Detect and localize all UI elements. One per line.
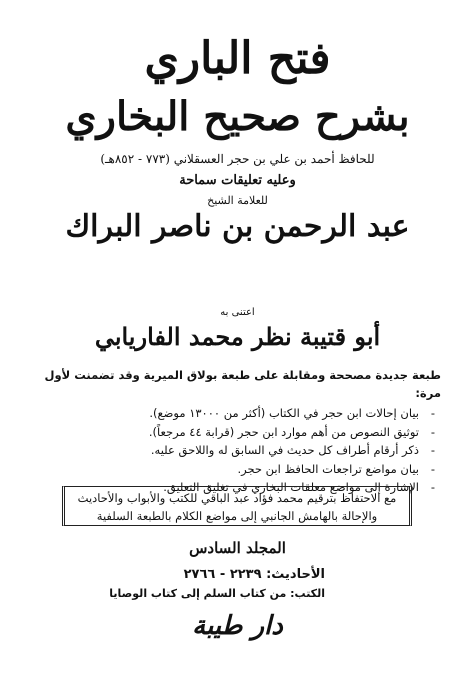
feature-item: - بيان إحالات ابن حجر في الكتاب (أكثر من ١٣٠٠٠ موضع). [41,404,419,423]
sheikh-name: عبد الرحمن بن ناصر البراك [65,209,410,244]
publisher-logo-text: دار طيبة [192,611,283,641]
book-title-subtitle: بشرح صحيح البخاري [65,93,410,140]
book-title-main: فتح الباري [144,33,331,84]
sheikh-prefix: للعلامة الشيخ [207,194,268,207]
numbering-note-box [62,486,412,526]
hadith-range: الأحاديث: ٢٢٣٩ - ٢٧٦٦ [183,567,325,582]
note-line-1: مع الاحتفاظ بترقيم محمد فؤاد عبد الباقي للكتب والأبواب والأحاديث [77,491,397,505]
feature-item: - ذكر أرقام أطراف كل حديث في السابق له واللاحق عليه. [41,441,419,460]
volume-label: المجلد السادس [189,539,286,557]
author-line: للحافظ أحمد بن علي بن حجر العسقلاني (٧٧٣ - ٨٥٢هـ) [100,152,375,166]
feature-item: - توثيق النصوص من أهم موارد ابن حجر (قرابة ٤٤ مرجعاً). [41,423,419,442]
features-intro: طبعة جديدة مصححة ومقابلة على طبعة بولاق الميرية وقد تضمنت لأول مرة: [44,368,441,400]
feature-item: - بيان مواضع تراجعات الحافظ ابن حجر. [41,460,419,479]
editor-name: أبو قتيبة نظر محمد الفاريابي [94,322,381,351]
commentary-line: وعليه تعليقات سماحة [179,173,296,188]
books-range: الكتب: من كتاب السلم إلى كتاب الوصايا [109,587,325,600]
edition-features [41,366,441,497]
note-line-2: والإحالة بالهامش الجانبي إلى مواضع الكلام بالطبعة السلفية [96,509,378,523]
features-list [41,404,441,497]
edited-by-label: اعتنى به [220,307,255,318]
feature-item: - الإشارة إلى مواضع معلقات البخاري في تغليق التعليق. [41,478,419,497]
